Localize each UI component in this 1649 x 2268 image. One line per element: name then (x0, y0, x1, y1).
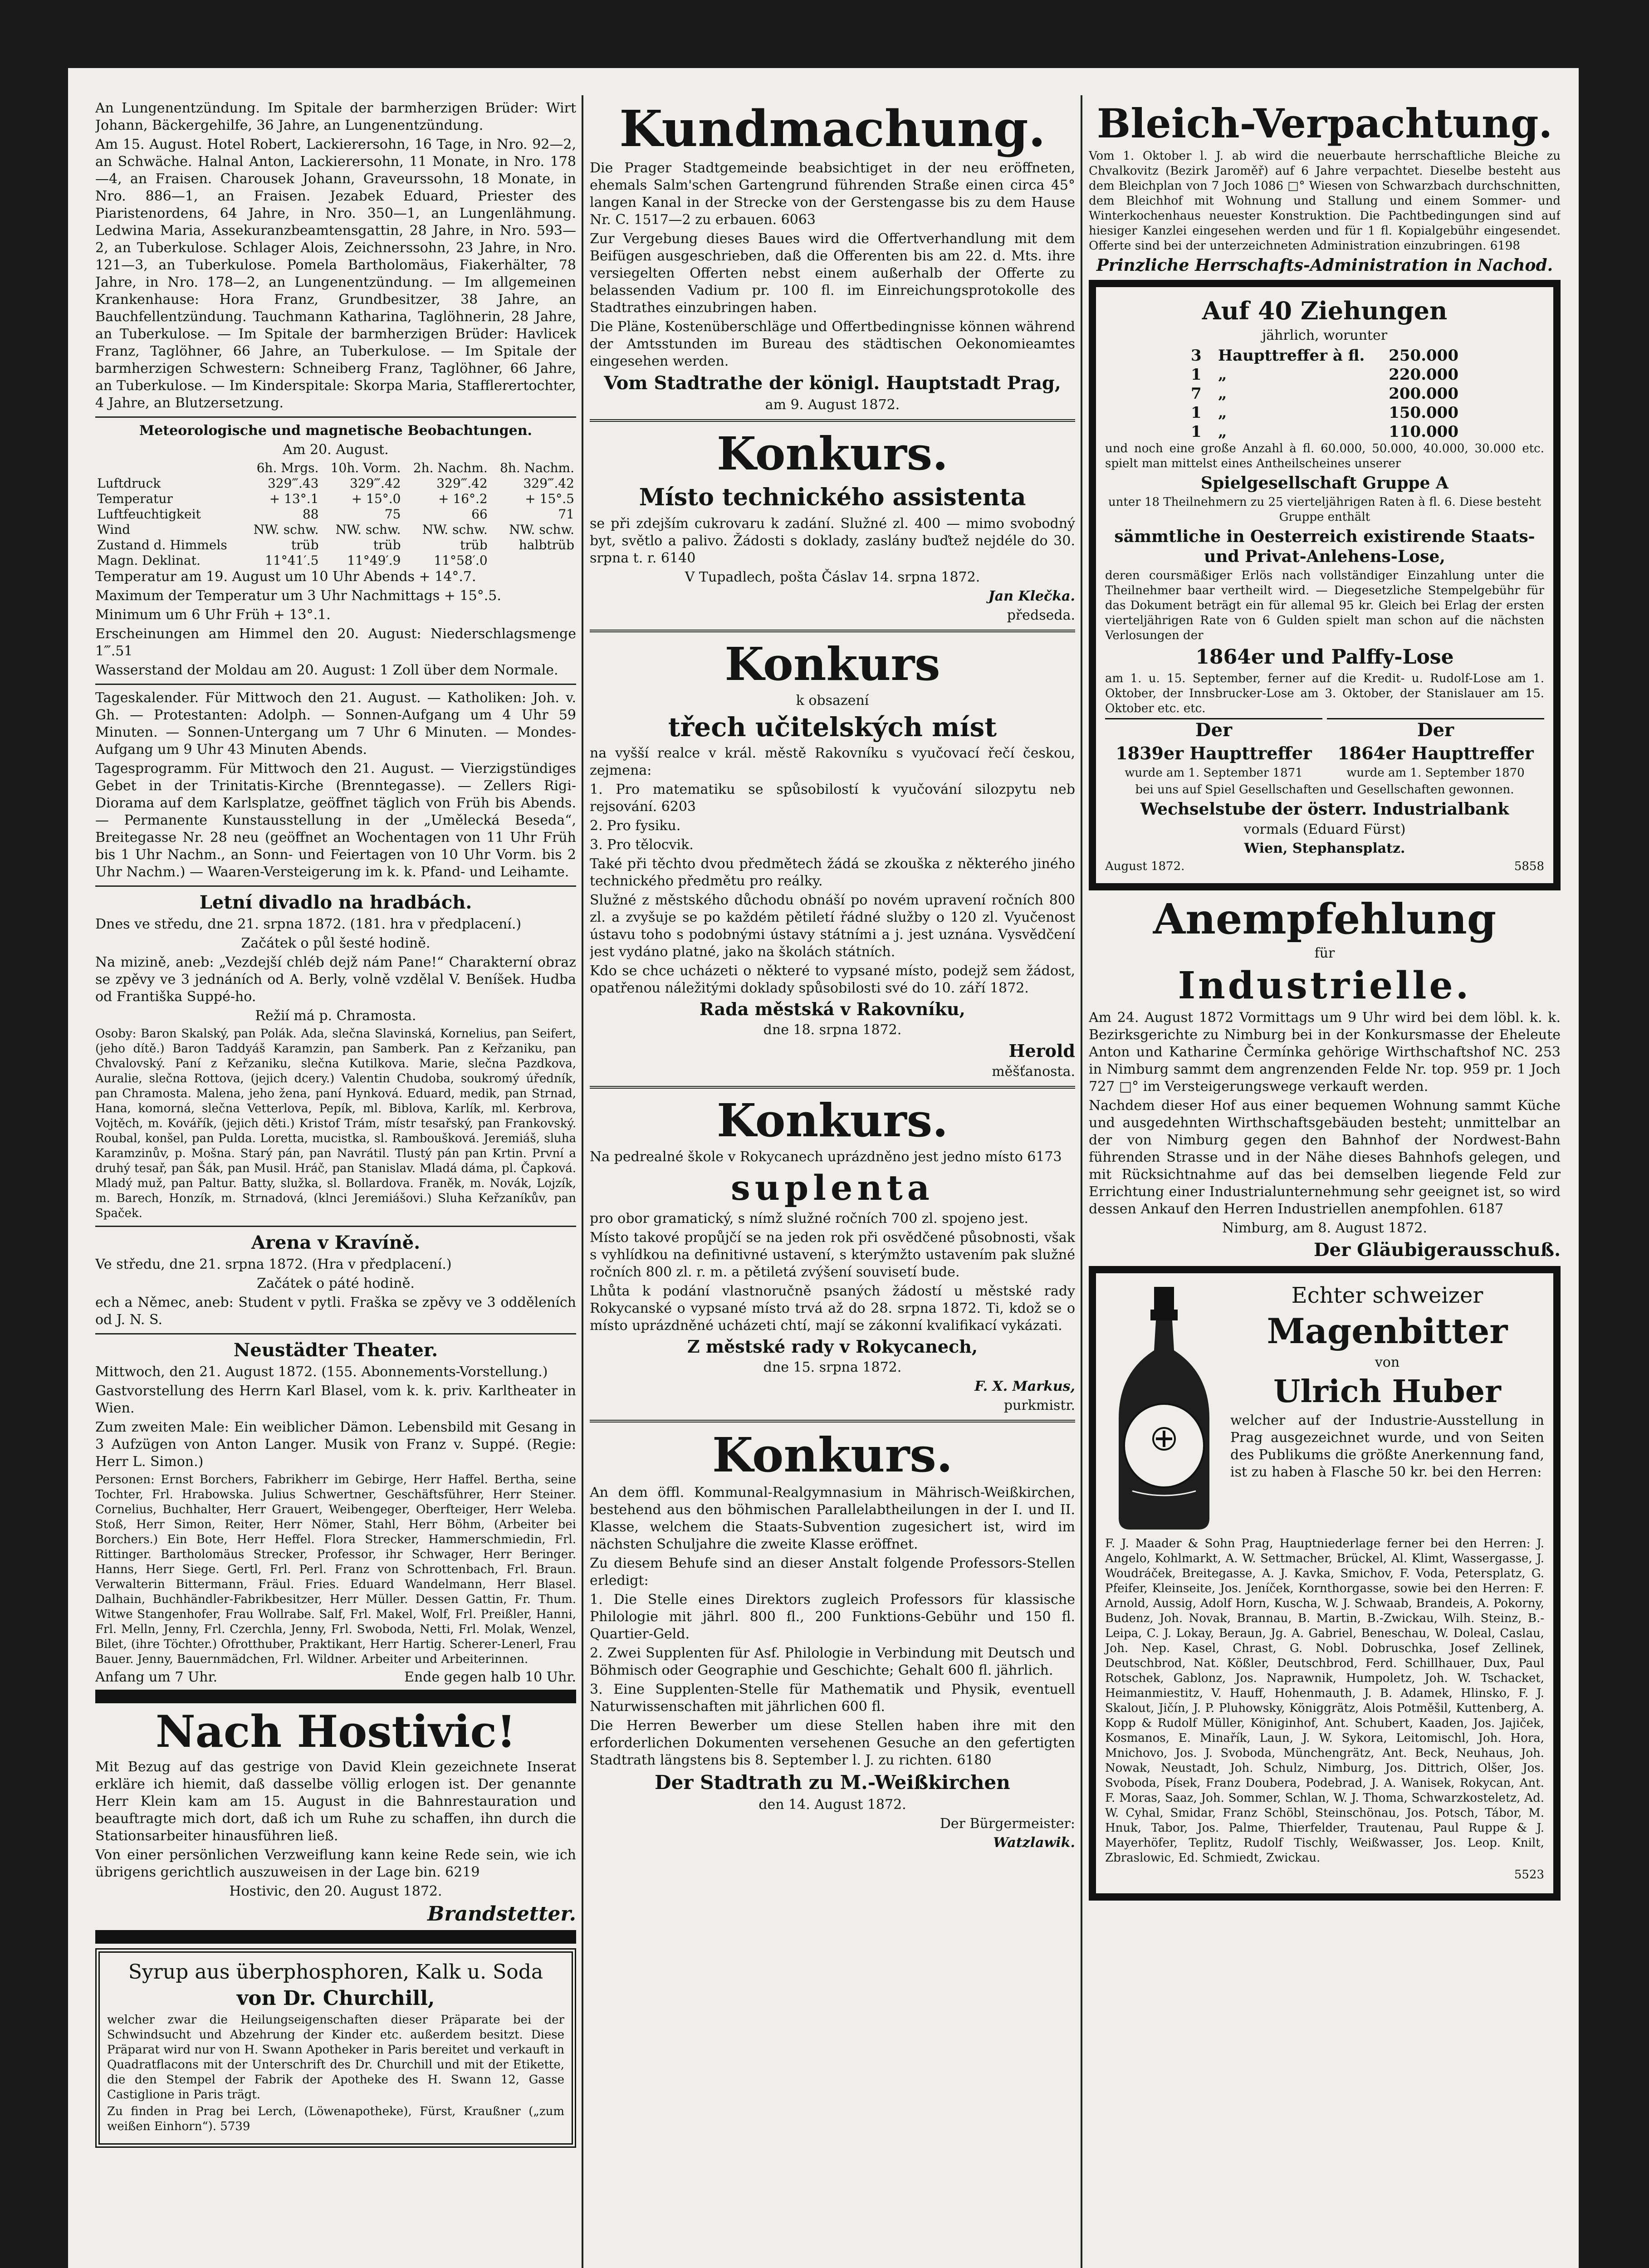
konkurs-1-place: V Tupadlech, pošta Čáslav 14. srpna 1872. (685, 569, 980, 585)
magenbitter-dealers: F. J. Maader & Sohn Prag, Hauptniederlage ferner bei den Herren: J. Angelo, Kohlmarkt, A. W. Settmacher, Brückel, Al. Klimt, Wassergasse, J. Woudráček, Breitegasse, A. J. Kavka, Smichov, F. Voda, Petersplatz, G. Pfeifer, Kleinseite, Jos. Jeníček, Kornthorgasse, sowie bei den Herren: F. Arnold, Aussig, Adolf Horn, Kuscha, W. J. Schwaab, Brandeis, A. Pokorny, Budenz, Joh. Novak, Brannau, B. Martin, B.-Zwickau, Wilh. Steinz, B.-Leipa, C. J. Lokay, Beraun, Jg. A. Gabriel, Beneschau, W. Doleal, Caslau, Joh. Nep. Kasel, Chrast, G. Nobl. Dobruschka, Josef Zellinek, Deutschbrod, Nat. Kößler, Deutschbrod, Ferd. Schillhauer, Dux, Paul Rotschek, Gablonz, Jos. Naprawnik, Humpoletz, Joh. W. Tschacket, Heimanmiestitz, V. Hauff, Hohenmauth, J. B. Adamek, Hlinsko, F. J. Skalout, Jičín, J. P. Pluhowsky, Königgrätz, Alois Potměšil, Kuttenberg, A. Kopp & Rudolf Müller, Königinhof, Ant. Schubert, Kaaden, Jos. Jajiček, Kosmanos, E. Minařík, Laun, J. W. Sykora, Leitomischl, Joh. Hora, Mnichovo, Jos. J. Svoboda, Münchengrätz, Ant. Beck, Neuhaus, Joh. Nowak, Neustadt, Joh. Schulz, Nimburg, Jos. Dittrich, Olšer, Jos. Svoboda, Písek, Franz Doubera, Podebrad, J. A. Wanisek, Rokycan, Ant. F. Moras, Saaz, Joh. Sommer, Schlan, W. J. Thoma, Schwarzkosteletz, Ad. W. Cyhal, Smidar, Franz Schöbl, Steinschönau, Jos. Potsch, Tábor, M. Hnuk, Tabor, Jos. Palme, Thierfelder, Trautenau, Paul Ruppe & J. Mayerhöfer, Teplitz, Rudolf Tischly, Weißwasser, Jos. Leop. Knilt, Zbraslowic, Ed. Schmiedt, Zwickau. (1105, 1537, 1544, 1865)
lottery-prize-row: 3 Haupttreffer à fl. 250.000 (1191, 347, 1458, 365)
konkurs-3-text: Lhůta k podání vlastnoručně psaných žádostí u městské rady Rokycanské o vypsané místo trvá až do 28. srpna 1872. Ti, kdož se o místo uprázdněné ucházeti chtí, mají se zákonní kvalifikací vykázati. (590, 1283, 1075, 1334)
lottery-title: Auf 40 Ziehungen (1202, 296, 1448, 325)
lottery-winner: Der 1864er Haupttreffer wurde am 1. September 1870 (1327, 718, 1544, 782)
ad-border (95, 1930, 576, 1944)
meteo-note: Minimum um 6 Uhr Früh + 13°.1. (95, 607, 331, 623)
konkurs-2-role: měšťanosta. (992, 1064, 1075, 1080)
anempfehlung-industrielle: Industrielle. (1178, 964, 1472, 1007)
lottery-winners (1105, 718, 1544, 782)
hostivic-text: Mit Bezug auf das gestrige von David Klein gezeichnete Inserat erkläre ich hiemit, daß dasselbe völlig erlogen ist. Der genannte Herr Klein kam am 15. August in die Bahnrestauration und beauftragte mich dort, daß ich um Ruhe zu schaffen, ihn durch die Stationsarbeiter hinausführen ließ. (95, 1759, 576, 1844)
column-right (1089, 100, 1561, 2268)
magenbitter-header (1105, 1282, 1544, 1536)
konkurs-2-obsazeni: k obsazení (796, 693, 869, 709)
bleich-text: Vom 1. Oktober l. J. ab wird die neuerbaute herrschaftliche Bleiche zu Chvalkovitz (Bezirk Jaroměř) auf 6 Jahre verpachtet. Dieselbe besteht aus dem Bleichplan von 7 Joch 1086 □° Wiesen von Schwarzbach durchschnitten, dem Bleichhof mit Wohnung und Stallung und einem Sommer- und Winterkochenhaus neuester Konstruktion. Die Pachtbedingungen sind auf hiesiger Kanzlei eingesehen werden und für 1 fl. Kopialgebühr eingesendet. Offerte sind bei der unterzeichneten Administration einzubringen. 6198 (1089, 149, 1561, 253)
konkurs-1-text: se při zdejším cukrovaru k zadání. Služné zl. 400 — mimo svobodný byt, světlo a palivo. Žádosti s doklady, zaslány buďtež nejdéle do 30. srpna t. r. 6140 (590, 516, 1075, 566)
konkurs-4-mayor-label: Der Bürgermeister: (939, 1816, 1075, 1832)
meteo-row: Zustand d. Himmels trüb trüb trüb halbtrüb (97, 538, 574, 552)
lottery-bank: Wechselstube der österr. Industrialbank (1140, 800, 1509, 819)
theatre-summer-director: Režií má p. Chramosta. (255, 1008, 416, 1024)
lottery-prize-row: 1 „ 150.000 (1191, 404, 1458, 422)
lottery-text: deren coursmäßiger Erlös nach vollständiger Einzahlung unter die Theilnehmer baar vertheilt wird. — Diegesetzliche Stempelgebühr für das Dokument beträgt ein für allemal 95 kr. Gleich bei Erlag der ersten vierteljährigen Rate von 6 Gulden spielt man schon auf die nächsten Verlosungen der (1105, 569, 1544, 642)
konkurs-4-item: 1. Die Stelle eines Direktors zugleich Professors für klassische Philologie mit jährl. 800 fl., 200 Funktions-Gebühr und 150 fl. Quartier-Geld. (590, 1592, 1075, 1642)
deaths-intro: An Lungenentzündung. Im Spitale der barmherzigen Brüder: Wirt Johann, Bäckergehilfe, 36 Jahre, an Lungenentzündung. (95, 100, 576, 133)
newspaper-page (68, 68, 1579, 2268)
magenbitter-maker: Ulrich Huber (1273, 1374, 1501, 1410)
kundmachung-text: Die Pläne, Kostenüberschläge und Offertbedingnisse können während der Amtsstunden im Bureau des städtischen Oekonomieamtes eingesehen werden. (590, 319, 1075, 369)
meteo-note: Temperatur am 19. August um 10 Uhr Abends + 14°.7. (95, 569, 476, 585)
magenbitter-von: von (1375, 1354, 1400, 1370)
kundmachung-signature: Vom Stadtrathe der königl. Hauptstadt Prag, (604, 372, 1061, 394)
magenbitter-title: Magenbitter (1267, 1311, 1508, 1351)
deaths-list: Am 15. August. Hotel Robert, Lackierersohn, 16 Tage, in Nro. 92—2, an Schwäche. Halnal Anton, Lackierersohn, 11 Monate, in Nro. 178—4, an Fraisen. Charousek Johann, Graveurssohn, 18 Monate, in Nro. 886—1, an Fraisen. Jezabek Eduard, Priester des Piaristenordens, 64 Jahre, in Nro. 350—1, an Lungenlähmung. Ledwina Maria, Assekuranzbeamtensgattin, 28 Jahre, in Nro. 593—2, an Tuberkulose. Schlager Alois, Zeichnerssohn, 23 Jahre, in Nro. 121—3, an Tuberkulose. Pomela Bartholomäus, Fiakerhälter, 78 Jahre, in Nro. 178—2, an Lungenentzündung. — Im allgemeinen Krankenhause: Hora Franz, Grundbesitzer, 38 Jahre, an Bauchfellentzündung. Tauchmann Katharina, Taglöhnerin, 28 Jahre, an Tuberkulose. — Im Spitale der barmherzigen Brüder: Havlicek Franz, Taglöhner, 66 Jahre, an Tuberkulose. — Im Spitale der barmherzigen Schwestern: Schneiberg Franz, Taglöhner, 66 Jahre, an Tuberkulose. — Im Kinderspitale: Skorpa Maria, Stafflerertochter, 4 Jahre, an Blutzersetzung. (95, 137, 576, 411)
konkurs-3-intro: Na pedrealné škole v Rokycanech uprázdněno jest jedno místo 6173 (590, 1149, 1062, 1165)
meteo-note: Erscheinungen am Himmel den 20. August: Niederschlagsmenge 1‴.51 (95, 626, 576, 659)
konkurs-2-title: Konkurs (724, 637, 940, 691)
column-middle (590, 100, 1075, 2268)
bleich-title: Bleich-Verpachtung. (1096, 100, 1553, 147)
hostivic-title: Nach Hostivic! (155, 1706, 516, 1757)
lottery-prize-list (1105, 346, 1544, 441)
konkurs-3-subtitle: suplenta (730, 1168, 934, 1208)
arena-title: Arena v Kravíně. (251, 1232, 421, 1253)
magenbitter-pre: Echter schweizer (1291, 1283, 1483, 1308)
konkurs-1-role: předseda. (1007, 607, 1075, 623)
konkurs-4-text: Zu diesem Behufe sind an dieser Anstalt folgende Professors-Stellen erledigt: (590, 1555, 1075, 1589)
lottery-bonds: sämmtliche in Oesterreich existirende Staats- und Privat-Anlehens-Lose, (1114, 527, 1535, 566)
arena-start: Začátek o páté hodině. (257, 1276, 415, 1291)
neustadt-theatre-title: Neustädter Theater. (233, 1339, 438, 1361)
day-calendar: Tageskalender. Für Mittwoch den 21. August. — Katholiken: Joh. v. Gh. — Protestanten: Adolph. — Sonnen-Aufgang um 4 Uhr 59 Minuten. — Sonnen-Untergang um 7 Uhr 6 Minuten. — Mondes-Aufgang um 9 Uhr 43 Minuten Abends. (95, 690, 576, 758)
lottery-win-note: bei uns auf Spiel Gesellschaften und Gesellschaften gewonnen. (1135, 783, 1514, 797)
syrup-text: welcher zwar die Heilungseigenschaften dieser Präparate bei der Schwindsucht und Abzehrung der Kinder etc. außerdem besitzt. Diese Präparat wird nur von H. Swann Apotheker in Paris bereitet und verkauft in Quadratflacons mit der Unterschrift des Dr. Churchill und mit der Etikette, die den Stempel der Fabrik der Apotheke des H. Swann 12, Gasse Castiglione in Paris trägt. (107, 2013, 564, 2102)
konkurs-3-title: Konkurs. (717, 1094, 948, 1147)
konkurs-4-signature: Der Stadtrath zu M.-Weißkirchen (655, 1771, 1010, 1794)
konkurs-2-item: 3. Pro tělocvik. (590, 837, 694, 853)
anempfehlung-place: Nimburg, am 8. August 1872. (1222, 1220, 1427, 1236)
lottery-prize-row: 7 „ 200.000 (1191, 385, 1458, 403)
konkurs-3-text: Místo takové propůjčí se na jeden rok při osvědčené působnosti, však s vyhlídkou na definitivné ustavení, s kterýmžto ustavením pak služné ročních 800 zl. r. m. a pětiletá zvýšení souvisetí bude. (590, 1230, 1075, 1280)
meteo-title: Meteorologische und magnetische Beobachtungen. (139, 423, 532, 439)
lottery-footer: August 1872. 5858 (1105, 860, 1544, 873)
konkurs-3-role: purkmistr. (1003, 1398, 1075, 1413)
konkurs-4-item: 3. Eine Supplenten-Stelle für Mathematik und Physik, eventuell Naturwissenschaften mit jährlichen 600 fl. (590, 1681, 1075, 1715)
syrup-prague: Zu finden in Prag bei Lerch, (Löwenapotheke), Fürst, Kraußner („zum weißen Einhorn“). 5739 (107, 2105, 564, 2133)
meteo-table (95, 460, 576, 568)
anempfehlung-title: Anempfehlung (1153, 894, 1497, 943)
magenbitter-heading (1230, 1282, 1544, 1536)
theatre-summer-start: Začátek o půl šesté hodině. (241, 935, 431, 951)
konkurs-2-item: 1. Pro matematiku se spůsobilostí k vyučování silozpytu neb rejsování. 6203 (590, 782, 1075, 815)
meteo-header-row: 6h. Mrgs. 10h. Vorm. 2h. Nachm. 8h. Nachm. (256, 460, 574, 475)
column-rule (1081, 95, 1082, 2268)
neustadt-theatre-play: Zum zweiten Male: Ein weiblicher Dämon. Lebensbild mit Gesang in 3 Aufzügen von Anton Langer. Musik von Franz v. Suppé. (Regie: Herr L. Simon.) (95, 1419, 576, 1470)
kundmachung-date: am 9. August 1872. (765, 397, 900, 413)
lottery-group: Spielgesellschaft Gruppe A (1201, 474, 1448, 493)
konkurs-2-text: Služné z městského důchodu obnáší po novém upravení ročních 800 zl. a zvyšuje se po každém pětiletí řádné služby o 120 zl. Vyučenost ústavu toho s podobnými ústavy státními a j. jest uznána. Vysvědčení jest vydáno platné, jako na školách státních. (590, 892, 1075, 960)
magenbitter-num: 5523 (1514, 1868, 1544, 1882)
neustadt-theatre-cast: Personen: Ernst Borchers, Fabrikherr im Gebirge, Herr Haffel. Bertha, seine Tochter, Frl. Hrabowska. Julius Schwertner, Geschäftsführer, Herr Steiner. Cornelius, Buchhalter, Herr Grauert, Weibengeger, Oberfteiger, Herr Weleba. Stoß, Herr Simon, Reiter, Herr Nömer, Stahl, Herr Böhm, (Arbeiter bei Borchers.) Ein Bote, Herr Heffel. Flora Strecker, Hammerschmiedin, Frl. Rittinger. Bartholomäus Strecker, Professor, ihr Schwager, Herr Beringer. Hanns, Herr Siege. Gertl, Frl. Perl. Franz von Schrottenbach, Frl. Braun. Verwalterin Bittermann, Fräul. Fries. Eduard Wandelmann, Herr Blasel. Dalhain, Buchhändler-Fabrikbesitzer, Herr Müller. Dessen Gattin, Fr. Thum. Witwe Stangenhofer, Frau Wollrabe. Salf, Frl. Makel, Wolf, Frl. Preißler, Hanni, Frl. Melln, Jenny, Frl. Czerchla, Jenny, Frl. Swoboda, Netti, Frl. Molak, Wenzel, Bilet, (ihre Töchter.) Ofrotthuber, Praktikant, Herr Hartig. Scherer-Lenerl, Frau Bauer. Jenny, Bauernmädchen, Frl. Wildner. Arbeiter und Arbeiterinnen. (95, 1473, 576, 1666)
lottery-prize-row: 1 „ 220.000 (1191, 366, 1458, 384)
lottery-bank-formerly: vormals (Eduard Fürst) (1243, 821, 1406, 837)
meteo-row: Luftfeuchtigkeit 88 75 66 71 (97, 507, 574, 522)
konkurs-2-subtitle: třech učitelských míst (668, 712, 997, 743)
hostivic-signature: Brandstetter. (427, 1902, 576, 1926)
lottery-text: am 1. u. 15. September, ferner auf die Kredit- u. Rudolf-Lose am 1. Oktober, der Innsbrucker-Lose am 3. Oktober, der Stanislauer am 15. Oktober etc. etc. (1105, 672, 1544, 715)
lottery-prize-row: 1 „ 110.000 (1191, 423, 1458, 441)
bottle-icon (1105, 1282, 1223, 1536)
lottery-text: unter 18 Theilnehmern zu 25 vierteljährigen Raten à fl. 6. Diese besteht Gruppe enthält (1108, 495, 1541, 524)
konkurs-4-text: An dem öffl. Kommunal-Realgymnasium in Mährisch-Weißkirchen, bestehend aus den böhmischen Parallelabtheilungen in der I. und II. Klasse, welchem die Staats-Subvention zugesichert ist, wird im nächsten Schuljahre die zweite Klasse eröffnet. (590, 1485, 1075, 1552)
konkurs-3-date: dne 15. srpna 1872. (763, 1359, 902, 1375)
day-programme: Tagesprogramm. Für Mittwoch den 21. August. — Vierzigstündiges Gebet in der Trinitatis-Kirche (Brenntegasse). — Zellers Rigi-Diorama auf dem Karlsplatze, geöffnet täglich von Früh bis Abends. — Permanente Kunstausstellung in der „Umělecká Beseda“, Breitegasse Nr. 28 neu (geöffnet an Wochentagen von 11 Uhr Früh bis 1 Uhr Nachm., an Sonn- und Feiertagen von 10 Uhr Vorm. bis 2 Uhr Nachm.) — Waaren-Versteigerung im k. k. Pfand- und Leihamte. (95, 761, 576, 880)
lottery-winner: Der 1839er Haupttreffer wurde am 1. September 1871 (1105, 718, 1322, 782)
column-rule (582, 95, 583, 2268)
meteo-row: Luftdruck 329‴.43 329‴.42 329‴.42 329‴.42 (97, 476, 574, 491)
anempfehlung-fur: für (1314, 945, 1335, 961)
theatre-summer-cast: Osoby: Baron Skalský, pan Polák. Ada, slečna Slavinská, Kornelius, pan Seifert, (jeho dítě.) Baron Taddyáš Karamzin, pan Samberk. Pan z Keřzaniku, pan Chvalovský. Paní z Keřzaniku, slečna Kutilkova. Marie, slečna Pazdkova, Auralie, slečna Rottova, (jejich dcery.) Valentin Chudoba, soukromý úředník, pan Chramosta. Malena, jeho žena, paní Hynková. Eduard, medik, pan Strnad, Hana, komorná, slečna Vetterlova, Pepík, ml. Biblova, Karlík, ml. Kerbrova, Vojtěch, m. Kovářík, (jejich děti.) Kristof Trám, místr tesařský, pan Frankovský. Roubal, konšel, pan Pulda. Loretta, mucistka, sl. Ramboušková. Jeremiáš, sluha Karamzinův, p. Mošna. Starý pán, pan Navrátil. Tlustý pán pan Krtin. První a druhý tesař, pan Šák, pan Musil. Hráč, pan Stanislav. Mladá dáma, pl. Čapková. Mladý muž, pan Paltur. Batty, služka, sl. Bollardova. Franěk, m. Novák, Lojzík, m. Barech, Honzík, m. Strnadová, (klnci Jeremiášovi.) Sluha Keřzaníkův, pan Spaček. (95, 1027, 576, 1220)
theatre-summer-play: Na mizině, aneb: „Vezdejší chléb dejž nám Pane!“ Charakterní obraz se zpěvy ve 3 jednáních od A. Berly, volně vzdělal V. Beníšek. Hudba od Františka Suppé-ho. (95, 954, 576, 1005)
anempfehlung-text: Am 24. August 1872 Vormittags um 9 Uhr wird bei dem löbl. k. k. Bezirksgerichte zu Nimburg bei in der Konkursmasse der Eheleute Anton und Katharine Čermínka gehörige Wirthschaftshof NC. 253 in Nimburg sammt dem angrenzenden Felde Nr. top. 959 pr. 1 Joch 727 □° im Versteigerungswege verkauft werden. (1089, 1010, 1561, 1095)
ad-border (95, 1690, 576, 1703)
syrup-title: Syrup aus überphosphoren, Kalk u. Soda (128, 1960, 543, 1984)
magenbitter-ad (1089, 1266, 1561, 1901)
konkurs-2-signature: Herold (1008, 1041, 1075, 1061)
meteo-row: Temperatur + 13°.1 + 15°.0 + 16°.2 + 15°.5 (97, 491, 574, 506)
meteo-date: Am 20. August. (283, 442, 389, 458)
theatre-summer-date: Dnes ve středu, dne 21. srpna 1872. (181. hra v předplacení.) (95, 916, 522, 932)
meteo-row: Magn. Deklinat. 11°41′.5 11°49′.9 11°58′.0 (97, 553, 488, 568)
konkurs-3-signature: F. X. Markus, (974, 1378, 1075, 1394)
konkurs-1-subtitle: Místo technického assistenta (639, 484, 1026, 511)
bleich-signature: Prinzliche Herrschafts-Administration in Nachod. (1096, 256, 1553, 275)
hostivic-text: Von einer persönlichen Verzweiflung kann keine Rede sein, wie ich übrigens gerichtlich auszuweisen in der Lage bin. 6219 (95, 1847, 576, 1880)
syrup-author: von Dr. Churchill, (236, 1987, 435, 2010)
konkurs-4-mayor-name: Watzlawik. (993, 1835, 1075, 1851)
meteo-row: Wind NW. schw. NW. schw. NW. schw. NW. schw. (97, 522, 574, 537)
lottery-text: und noch eine große Anzahl à fl. 60.000, 50.000, 40.000, 30.000 etc. spielt man mittelst eines Antheilscheines unserer (1105, 442, 1544, 470)
konkurs-4-item: 2. Zwei Supplenten für Asf. Philologie in Verbindung mit Deutsch und Böhmisch oder Geographie und Geschichte; Gehalt 600 fl. jährlich. (590, 1645, 1075, 1678)
konkurs-4-title: Konkurs. (712, 1427, 953, 1483)
hostivic-place: Hostivic, den 20. August 1872. (229, 1883, 442, 1899)
konkurs-2-council: Rada městská v Rakovníku, (700, 999, 965, 1019)
konkurs-3-council: Z městské rady v Rokycanech, (687, 1336, 978, 1357)
theatre-times: Anfang um 7 Uhr. Ende gegen halb 10 Uhr. (95, 1669, 576, 1685)
lottery-sub: jährlich, worunter (1262, 327, 1388, 343)
syrup-ad (95, 1948, 576, 2148)
neustadt-theatre-date: Mittwoch, den 21. August 1872. (155. Abonnements-Vorstellung.) (95, 1364, 548, 1380)
kundmachung-title: Kundmachung. (619, 100, 1046, 158)
arena-play: ech a Němec, aneb: Student v pytli. Fraška se zpěvy ve 3 odděleních od J. N. S. (95, 1295, 576, 1328)
lottery-bank-address: Wien, Stephansplatz. (1244, 841, 1405, 856)
konkurs-2-text: Také při těchto dvou předmětech žádá se zkouška z některého jiného technického předmětu pro reálky. (590, 856, 1075, 889)
neustadt-theatre-guest: Gastvorstellung des Herrn Karl Blasel, vom k. k. priv. Karltheater in Wien. (95, 1383, 576, 1416)
konkurs-1-title: Konkurs. (717, 427, 948, 480)
lottery-draw: 1864er und Palffy-Lose (1195, 645, 1454, 669)
theatre-summer-title: Letní divadlo na hradbách. (199, 892, 472, 913)
konkurs-2-date: dne 18. srpna 1872. (763, 1022, 902, 1038)
konkurs-2-item: 2. Pro fysiku. (590, 818, 681, 834)
konkurs-4-text: Die Herren Bewerber um diese Stellen haben ihre mit den erforderlichen Dokumenten versehenen Gesuche an den gefertigten Stadtrath längstens bis 8. September l. J. zu richten. 6180 (590, 1718, 1075, 1768)
konkurs-1-signature: Jan Klečka. (988, 588, 1075, 604)
konkurs-4-date: den 14. August 1872. (758, 1797, 906, 1813)
kundmachung-text: Zur Vergebung dieses Baues wird die Offertverhandlung mit dem Beifügen ausgeschrieben, daß die Offerenten bis am 22. d. Mts. ihre versiegelten Offerten nebst einem außerhalb der Offerte zu belassenden Vadium pr. 100 fl. im Einreichungsprotokolle des Stadtrathes einzubringen haben. (590, 231, 1075, 316)
meteo-note: Wasserstand der Moldau am 20. August: 1 Zoll über dem Normale. (95, 662, 558, 678)
column-left (95, 100, 576, 2268)
arena-date: Ve středu, dne 21. srpna 1872. (Hra v předplacení.) (95, 1256, 452, 1272)
magenbitter-text: welcher auf der Industrie-Ausstellung in Prag ausgezeichnet wurde, und von Seiten des Publikums die größte Anerkennung fand, ist zu haben à Flasche 50 kr. bei den Herren: (1230, 1413, 1544, 1480)
kundmachung-text: Die Prager Stadtgemeinde beabsichtiget in der neu eröffneten, ehemals Salm'schen Gartengrund führenden Straße einen circa 45° langen Kanal in der Strecke von der Gerstengasse bis zu dem Hause Nr. C. 1517—2 zu erbauen. 6063 (590, 160, 1075, 228)
anempfehlung-text: Nachdem dieser Hof aus einer bequemen Wohnung sammt Küche und ausgedehnten Wirthschaftsgebäuden besteht; unmittelbar an der von Nimburg gegen den Bahnhof der Nordwest-Bahn führenden Strasse und in der Nähe dieses Bahnhofs gelegen, und mit Rücksichtnahme auf das bei demselben liegende Feld zur Errichtung einer Industrialunternehmung sehr geeignet ist, so wird dessen Ankauf den Herren Industriellen anempfohlen. 6187 (1089, 1098, 1561, 1217)
anempfehlung-signature: Der Gläubigerausschuß. (1313, 1239, 1561, 1261)
lottery-ad (1089, 280, 1561, 890)
konkurs-2-text: Kdo se chce ucházeti o některé to vypsané místo, podejž sem žádost, opatřenou náležitými doklady spůsobilosti své do 10. září 1872. (590, 963, 1075, 996)
konkurs-2-intro: na vyšší realce v král. městě Rakovníku s vyučovací řečí českou, zejmena: (590, 745, 1075, 778)
konkurs-3-text: pro obor gramatický, s nímž služné ročních 700 zl. spojeno jest. (590, 1211, 1028, 1227)
meteo-note: Maximum der Temperatur um 3 Uhr Nachmittags + 15°.5. (95, 588, 501, 604)
